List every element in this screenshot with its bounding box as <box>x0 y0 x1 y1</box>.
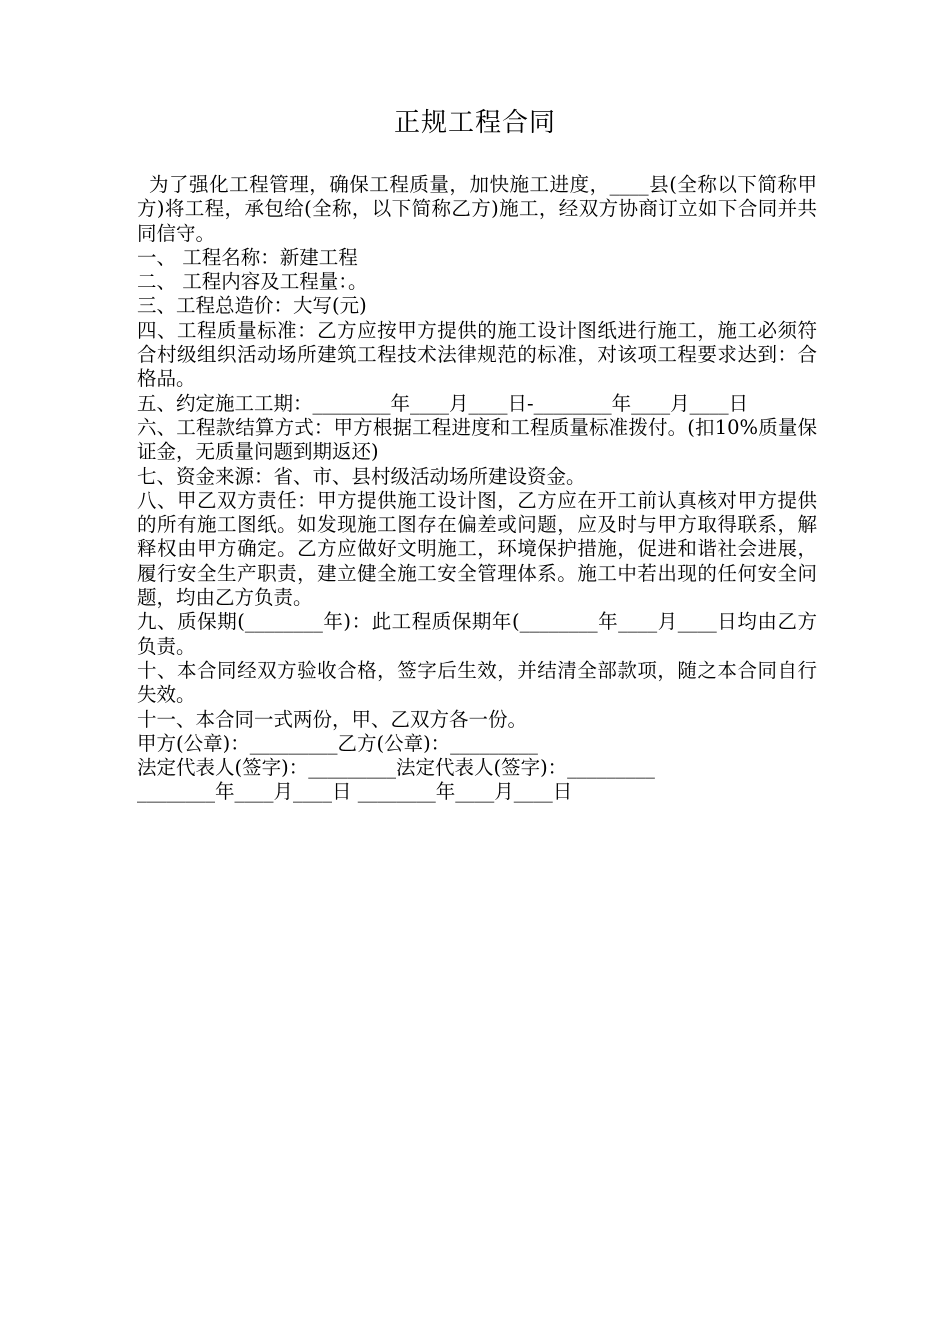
clause-copies: 十一、本合同一式两份，甲、乙双方各一份。 <box>137 707 528 731</box>
clause-quality-standard: 四、工程质量标准：乙方应按甲方提供的施工设计图纸进行施工，施工必须符合村级组织活动场所建筑工程技术法律规范的标准，对该项工程要求达到：合格品。 <box>137 318 817 391</box>
clause-total-cost: 三、工程总造价：大写(元) <box>137 294 367 318</box>
signature-dates: ________年____月____日 ________年____月____日 <box>137 780 573 804</box>
intro-paragraph: 为了强化工程管理，确保工程质量，加快施工进度，____县(全称以下简称甲方)将工程，承包给(全称，以下简称乙方)施工，经双方协商订立如下合同并共同信守。 <box>137 173 817 245</box>
clause-project-content: 二、 工程内容及工程量：。 <box>137 270 368 294</box>
clause-warranty-period: 九、质保期(________年)：此工程质保期年(________年____月____日均由乙方负责。 <box>137 610 817 658</box>
signature-representatives: 法定代表人(签字)：_________法定代表人(签字)：_________ <box>137 756 655 780</box>
contract-body <box>137 173 817 805</box>
clause-validity: 十、本合同经双方验收合格，签字后生效，并结清全部款项，随之本合同自行失效。 <box>137 658 817 707</box>
clause-construction-period: 五、约定施工工期：________年____月____日-________年____月____日 <box>137 391 749 415</box>
clause-responsibilities: 八、甲乙双方责任：甲方提供施工设计图，乙方应在开工前认真核对甲方提供的所有施工图纸。如发现施工图存在偏差或问题，应及时与甲方取得联系，解释权由甲方确定。乙方应做好文明施工，环境保护措施，促进和谐社会进展，履行安全生产职责，建立健全施工安全管理体系。施工中若出现的任何安全问题，均由乙方负责。 <box>137 488 817 610</box>
clause-payment-method: 六、工程款结算方式：甲方根据工程进度和工程质量标准拨付。(扣10%质量保证金，无质量问题到期返还) <box>137 415 817 464</box>
clause-project-name: 一、 工程名称：新建工程 <box>137 245 358 269</box>
signature-seals: 甲方(公章)：_________乙方(公章)：_________ <box>137 731 538 755</box>
document-title: 正规工程合同 <box>393 108 556 138</box>
clause-funding-source: 七、资金来源：省、市、县村级活动场所建设资金。 <box>137 464 586 488</box>
